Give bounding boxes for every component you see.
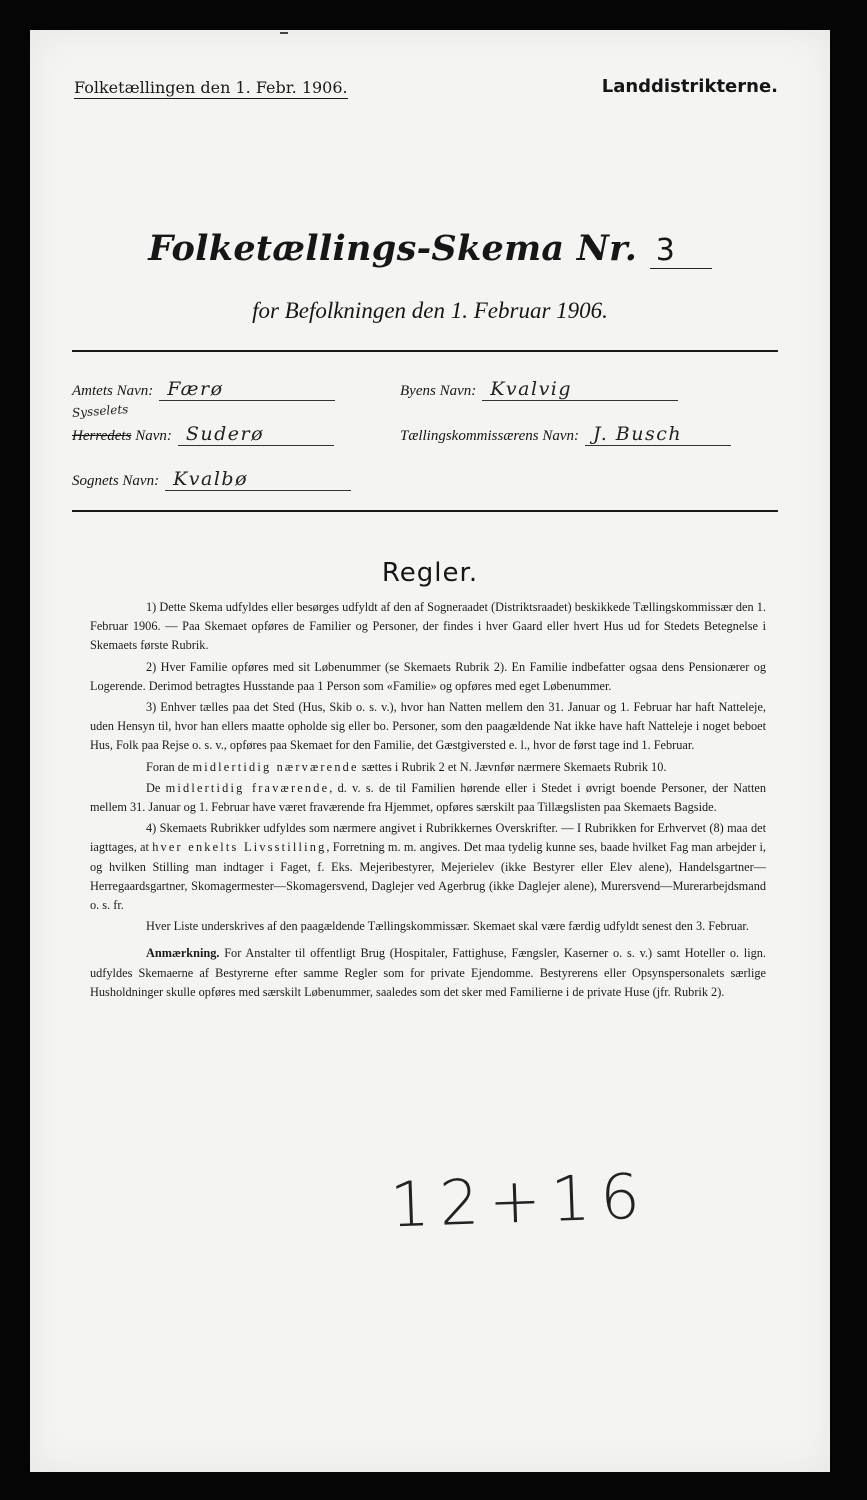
- herred-label-struck: Herredets: [72, 428, 132, 444]
- rule-4: [90, 819, 766, 915]
- note-label: Anmærkning.: [146, 946, 220, 961]
- form-number: 3: [650, 233, 712, 269]
- form-title: [30, 228, 830, 269]
- rule-2: 2) Hver Familie opføres med sit Løbenummer (se Skemaets Rubrik 2). En Familie indbefatter ogsaa dens Pensionærer og Logerende. Derimod betragtes Husstande paa 1 Person som «Familie» og opføres med eget Løbenummer.: [90, 659, 766, 693]
- byen-label: Byens Navn:: [400, 383, 477, 399]
- rule-5: Hver Liste underskrives af den paagældende Tællingskommissær. Skemaet skal være færdig udfyldt senest den 3. Februar.: [146, 919, 749, 934]
- sogn-field: [72, 468, 351, 491]
- handwritten-count: 12+16: [388, 1159, 651, 1242]
- amt-field: [72, 378, 335, 401]
- kommissaer-value: J. Busch: [585, 423, 731, 446]
- census-date-header: Folketællingen den 1. Febr. 1906.: [74, 78, 348, 97]
- note-text: For Anstalter til offentligt Brug (Hospitaler, Fattighuse, Fængsler, Kaserner o. s. v.) samt Hoteller o. lign. udfyldes Skemaerne af Bestyrerne efter samme Regler som for private Ejendomme. Bestyrerens eller Opsynspersonalets særlige Husholdninger skulle opføres med særskilt Løbenummer, saaledes som det sker med Familierne i de private Huse (jfr. Rubrik 2).: [90, 946, 766, 999]
- form-title-text: Folketællings-Skema Nr.: [148, 228, 638, 269]
- kommissaer-field: [400, 423, 731, 446]
- bottom-divider: [72, 510, 778, 512]
- kommissaer-label: Tællingskommissærens Navn:: [400, 428, 580, 444]
- rules-body: [90, 598, 766, 1004]
- rule-3-absent-spaced: midlertidig fraværende: [165, 780, 330, 795]
- herred-field: [72, 423, 334, 446]
- rule-4-a: 4) Skemaets Rubrikker udfyldes som nærmere angivet i Rubrikkernes Overskrifter. — I Rubrikken for Erhvervet (8) maa det iagttages, at: [90, 821, 766, 855]
- rule-3-present-spaced: midlertidig nærværende: [192, 759, 359, 774]
- byen-value: Kvalvig: [482, 378, 678, 401]
- rule-3-present-a: Foran de: [146, 759, 193, 774]
- byen-field: [400, 378, 678, 401]
- rules-heading: Regler.: [381, 558, 479, 588]
- herred-annotation: Sysselets: [71, 402, 129, 420]
- rule-3: 3) Enhver tælles paa det Sted (Hus, Skib o. s. v.), hvor han Natten mellem den 31. Januar og 1. Februar har haft Natteleje, uden Hensyn til, hvor han ellers maatte opholde sig eller bo. Personer, som den paagældende Nat ikke have haft Natteleje i noget beboet Hus, Folk paa Rejse o. s. v., opføres paa Skemaet for den Familie, det Gæstgiversted e. l., hvor de først tage ind 1. Februar.: [90, 700, 766, 753]
- rule-3-absent: [90, 779, 766, 817]
- district-type-header: Landdistrikterne.: [601, 76, 778, 97]
- form-subtitle: for Befolkningen den 1. Februar 1906.: [252, 298, 608, 323]
- annotation-note: [90, 944, 766, 1002]
- rule-4-b: , Forretning m. m. angives. Det maa tydelig kunne ses, baade hvilket Fag man arbejder i, og hvilken Stilling man indtager i Faget, f. Eks. Mejeribestyrer, Mejerielev (ikke Bestyrer eller Elev alene), Handelsgartner—Herregaardsgartner, Skomagermester—Skomagersvend, Daglejer ved Agerbrug (ikke Daglejer alene), Murersvend—Murerarbejdsmand o. s. fr.: [90, 840, 766, 913]
- rule-1: 1) Dette Skema udfyldes eller besørges udfyldt af den af Sogneraadet (Distriktsraadet) beskikkede Tællingskommissær den 1. Februar 1906. — Paa Skemaet opføres de Familier og Personer, der findes i hver Gaard eller hvert Hus ud for Stedets Betegnelse i Skemaets første Rubrik.: [90, 600, 766, 653]
- herred-label: Navn:: [131, 428, 172, 444]
- amt-label: Amtets Navn:: [72, 383, 154, 399]
- sogn-label: Sognets Navn:: [72, 473, 160, 489]
- rule-3-present-b: sættes i Rubrik 2 et N. Jævnfør nærmere Skemaets Rubrik 10.: [358, 759, 667, 774]
- rule-4-spaced: hver enkelts Livsstilling: [152, 840, 327, 855]
- rule-3-absent-b: , d. v. s. de til Familien hørende eller i Stedet i øvrigt boende Personer, der Natten mellem 31. Januar og 1. Februar have været fraværende fra Hjemmet, opføres særskilt paa Tillægslisten paa Skemaets Bagside.: [90, 780, 766, 815]
- rule-3-absent-a: De: [146, 780, 166, 795]
- amt-value: Færø: [159, 378, 335, 401]
- herred-value: Suderø: [178, 423, 334, 446]
- sogn-value: Kvalbø: [165, 468, 351, 491]
- rule-3-present: [90, 758, 766, 777]
- top-edge-mark: [280, 32, 288, 34]
- census-form-sheet: [30, 30, 830, 1472]
- top-divider: [72, 350, 778, 352]
